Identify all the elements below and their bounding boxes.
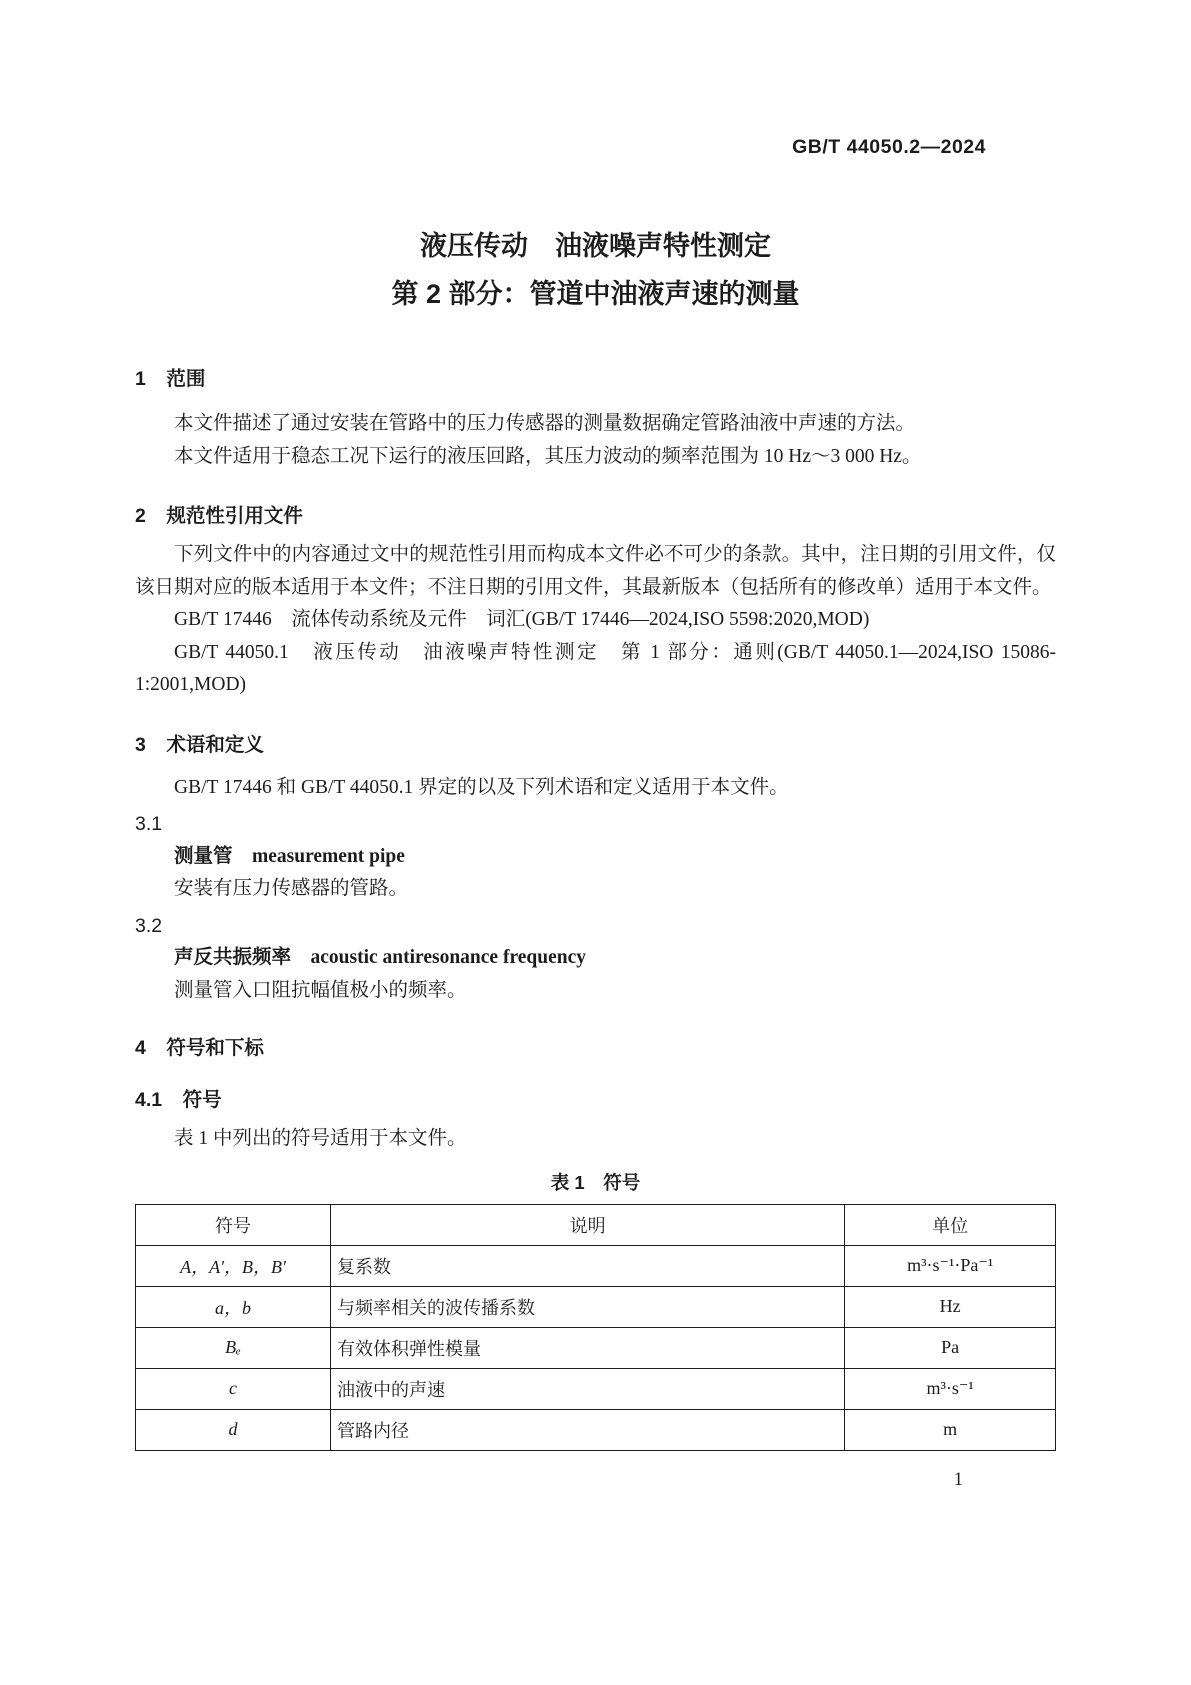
symbols-table xyxy=(135,1204,1056,1451)
symbol-cell: A，A′，B，B′ xyxy=(136,1245,331,1286)
term-1-definition: 安装有压力传感器的管路。 xyxy=(174,878,409,899)
table-header-row xyxy=(136,1204,1056,1245)
section-3-intro: GB/T 17446 和 GB/T 44050.1 界定的以及下列术语和定义适用于本文件。 xyxy=(174,776,789,798)
section-2-number: 2 xyxy=(135,505,146,527)
section-2-title: 规范性引用文件 xyxy=(166,505,303,527)
description-cell: 与频率相关的波传播系数 xyxy=(331,1286,845,1327)
section-4-paragraph: 表 1 中列出的符号适用于本文件。 xyxy=(174,1128,467,1149)
column-header-symbol: 符号 xyxy=(136,1204,331,1245)
symbol-cell: d xyxy=(136,1409,331,1450)
section-4-1-heading xyxy=(135,1087,1056,1113)
section-3-title: 术语和定义 xyxy=(166,733,264,756)
table-row xyxy=(136,1327,1056,1368)
term-2-number: 3.2 xyxy=(135,914,163,937)
title-line-1: 液压传动 油液噪声特性测定 xyxy=(420,231,771,261)
normative-reference-1: GB/T 17446 流体传动系统及元件 词汇(GB/T 17446—2024,ISO 5598:2020,MOD) xyxy=(174,609,870,630)
table-row xyxy=(136,1368,1056,1409)
standard-number: GB/T 44050.2—2024 xyxy=(792,136,986,158)
column-header-unit: 单位 xyxy=(845,1204,1056,1245)
unit-cell: m³·s⁻¹·Pa⁻¹ xyxy=(845,1245,1056,1286)
unit-cell: Pa xyxy=(845,1327,1056,1368)
term-1-name: 测量管 measurement pipe xyxy=(174,845,405,867)
section-4-1-number: 4.1 xyxy=(135,1089,163,1111)
section-3-heading xyxy=(135,732,1056,758)
section-2-intro: 下列文件中的内容通过文中的规范性引用而构成本文件必不可少的条款。其中，注日期的引用文件，仅该日期对应的版本适用于本文件；不注日期的引用文件，其最新版本（包括所有的修改单）适用于本文件。 xyxy=(135,544,1056,598)
table-row xyxy=(136,1409,1056,1450)
section-1-paragraph-2: 本文件适用于稳态工况下运行的液压回路，其压力波动的频率范围为 10 Hz～3 000 Hz。 xyxy=(174,445,922,467)
term-2-definition: 测量管入口阻抗幅值极小的频率。 xyxy=(174,979,467,1001)
document-title xyxy=(135,222,1056,318)
symbol-cell: Bₑ xyxy=(136,1327,331,1368)
term-1-number: 3.1 xyxy=(135,813,163,835)
normative-reference-2: GB/T 44050.1 液压传动 油液噪声特性测定 第 1 部分：通则(GB/T 44050.1—2024,ISO 15086-1:2001,MOD) xyxy=(135,641,1056,695)
section-4-title: 符号和下标 xyxy=(166,1037,264,1059)
section-1-number: 1 xyxy=(135,368,146,390)
table-caption: 表 1 符号 xyxy=(550,1171,641,1193)
description-cell: 管路内径 xyxy=(331,1409,845,1450)
section-3-number: 3 xyxy=(135,733,146,756)
description-cell: 复系数 xyxy=(331,1245,845,1286)
page-content xyxy=(135,0,1056,1451)
section-1-paragraph-1: 本文件描述了通过安装在管路中的压力传感器的测量数据确定管路油液中声速的方法。 xyxy=(174,413,916,434)
symbol-cell: a，b xyxy=(136,1286,331,1327)
section-2-heading xyxy=(135,503,1056,529)
description-cell: 有效体积弹性模量 xyxy=(331,1327,845,1368)
description-cell: 油液中的声速 xyxy=(331,1368,845,1409)
unit-cell: m xyxy=(845,1409,1056,1450)
section-4-heading xyxy=(135,1035,1056,1061)
page-number: 1 xyxy=(953,1470,963,1490)
table-row xyxy=(136,1245,1056,1286)
section-4-1-title: 符号 xyxy=(182,1089,222,1111)
unit-cell: Hz xyxy=(845,1286,1056,1327)
title-line-2: 第 2 部分：管道中油液声速的测量 xyxy=(391,279,800,309)
unit-cell: m³·s⁻¹ xyxy=(845,1368,1056,1409)
table-row xyxy=(136,1286,1056,1327)
column-header-description: 说明 xyxy=(331,1204,845,1245)
section-1-heading xyxy=(135,366,1056,392)
term-2-name: 声反共振频率 acoustic antiresonance frequency xyxy=(174,947,587,968)
symbol-cell: c xyxy=(136,1368,331,1409)
section-4-number: 4 xyxy=(135,1037,146,1059)
section-1-title: 范围 xyxy=(166,368,206,390)
